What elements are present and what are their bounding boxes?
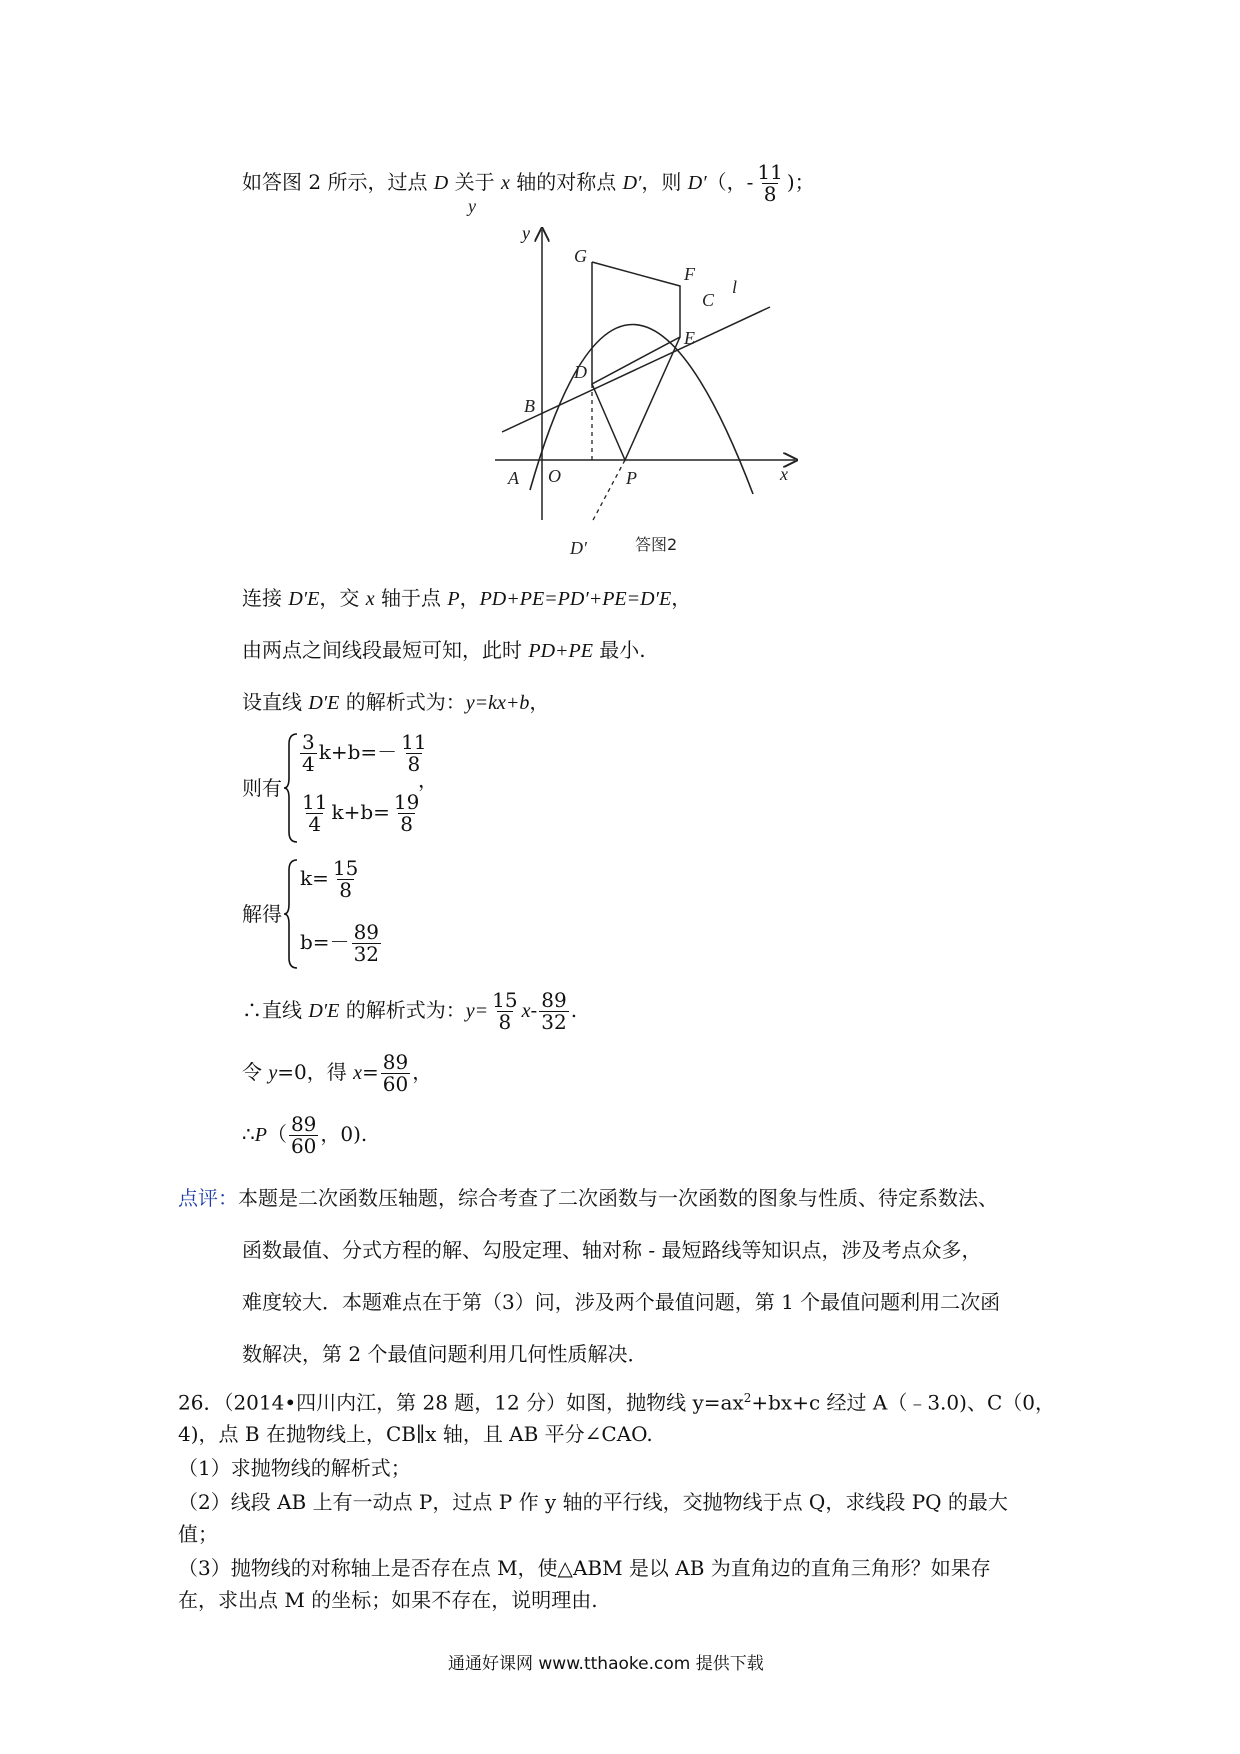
text: . bbox=[570, 998, 578, 1022]
comment-text: 本题是二次函数压轴题，综合考查了二次函数与一次函数的图象与性质、待定系数法、 bbox=[238, 1186, 998, 1210]
denominator: 60 bbox=[290, 1134, 317, 1158]
math: = bbox=[361, 1060, 379, 1084]
math: b=－ bbox=[300, 930, 350, 954]
denominator: 8 bbox=[407, 752, 421, 776]
text: ∴直线 bbox=[242, 998, 309, 1022]
math: D′E bbox=[308, 692, 340, 714]
fraction bbox=[352, 922, 381, 965]
label-b: B bbox=[524, 396, 535, 416]
dashed-p-dp bbox=[592, 460, 625, 522]
numerator: 11 bbox=[757, 160, 783, 184]
fraction bbox=[331, 858, 360, 901]
text: （ bbox=[266, 1122, 287, 1146]
math: - bbox=[530, 998, 538, 1022]
numerator: 89 bbox=[382, 1050, 409, 1074]
text: ∴ bbox=[242, 1122, 255, 1146]
intro-line bbox=[242, 162, 815, 205]
text: ， bbox=[529, 690, 550, 714]
comment-label: 点评： bbox=[178, 1186, 238, 1210]
comment-line-1 bbox=[178, 1188, 998, 1208]
point-label: D bbox=[433, 172, 449, 194]
denominator: 4 bbox=[302, 752, 315, 776]
question-2a: （2）线段 AB 上有一动点 P，过点 P 作 y 轴的平行线，交抛物线于点 Q，求线段 PQ 的最大 bbox=[178, 1490, 1008, 1514]
fraction bbox=[300, 792, 329, 835]
problem-line-1 bbox=[178, 1392, 1055, 1413]
math: PD+PE bbox=[528, 640, 593, 662]
math: y bbox=[268, 1062, 278, 1084]
text: 最小. bbox=[592, 638, 646, 662]
text: ， bbox=[671, 586, 692, 610]
math: PD+PE=PD′+PE=D′E bbox=[479, 588, 672, 610]
text: ， bbox=[412, 1060, 433, 1084]
math: x bbox=[521, 1000, 531, 1022]
sys1-brace bbox=[283, 732, 299, 844]
sys1-row1 bbox=[298, 732, 431, 775]
solution-line-4 bbox=[242, 990, 577, 1033]
text: 轴于点 bbox=[374, 586, 448, 610]
fraction bbox=[289, 1114, 318, 1157]
numerator: 3 bbox=[302, 730, 315, 754]
label-c: C bbox=[702, 290, 715, 310]
intro-text: )； bbox=[786, 170, 815, 194]
numerator: 89 bbox=[541, 988, 567, 1012]
text: 连接 bbox=[242, 586, 289, 610]
intro-text: 轴的对称点 bbox=[509, 170, 623, 194]
intro-text: （，- bbox=[706, 170, 754, 194]
text: 令 bbox=[242, 1060, 269, 1084]
denominator: 8 bbox=[763, 182, 777, 206]
math: x bbox=[365, 588, 375, 610]
denominator: 60 bbox=[382, 1072, 409, 1096]
numerator: 15 bbox=[492, 988, 518, 1012]
denominator: 8 bbox=[400, 812, 413, 836]
text: 由两点之间线段最短可知，此时 bbox=[242, 638, 529, 662]
label-d: D bbox=[574, 362, 587, 382]
denominator: 4 bbox=[308, 812, 322, 836]
label-g: G bbox=[574, 246, 587, 266]
denominator: 32 bbox=[353, 942, 380, 966]
label-p: P bbox=[626, 468, 637, 488]
superscript: 2 bbox=[743, 1391, 752, 1405]
sys1-label: 则有 bbox=[242, 776, 282, 800]
math: y=kx+b bbox=[465, 692, 530, 714]
problem-line-2: 4)，点 B 在抛物线上，CB∥x 轴，且 AB 平分∠CAO. bbox=[178, 1422, 653, 1446]
solution-line-1 bbox=[242, 588, 691, 609]
fraction bbox=[300, 732, 317, 775]
text: ，交 bbox=[319, 586, 366, 610]
point-label: D′ bbox=[622, 172, 642, 194]
text: =0，得 bbox=[277, 1060, 354, 1084]
text: 的解析式为： bbox=[339, 690, 466, 714]
question-3b: 在，求出点 M 的坐标；如果不存在，说明理由. bbox=[178, 1588, 598, 1612]
solution-line-5 bbox=[242, 1052, 432, 1095]
fraction bbox=[490, 990, 519, 1033]
question-2b: 值； bbox=[178, 1522, 218, 1546]
numerator: 89 bbox=[290, 1112, 317, 1136]
fraction bbox=[392, 792, 421, 835]
figure-caption: 答图2 bbox=[635, 535, 678, 554]
intro-text: 如答图 2 所示，过点 bbox=[242, 170, 434, 194]
sys2-row2 bbox=[300, 922, 383, 965]
fraction bbox=[755, 162, 784, 205]
intro-text: 关于 bbox=[448, 170, 501, 194]
math: D′E bbox=[308, 1000, 340, 1022]
math: k+b=－ bbox=[318, 740, 398, 764]
numerator: 15 bbox=[332, 856, 359, 880]
comment-line-2: 函数最值、分式方程的解、勾股定理、轴对称 - 最短路线等知识点，涉及考点众多， bbox=[242, 1238, 982, 1262]
numerator: 11 bbox=[302, 790, 328, 814]
text: ， bbox=[459, 586, 480, 610]
problem-text: +bx+c 经过 A（﹣3.0)、C（0， bbox=[751, 1390, 1055, 1415]
text: 的解析式为： bbox=[339, 998, 466, 1022]
label-y: y bbox=[468, 196, 476, 216]
label-e: E bbox=[684, 328, 695, 348]
question-1: （1）求抛物线的解析式； bbox=[178, 1456, 411, 1480]
sys2-row1 bbox=[300, 858, 362, 901]
text: 设直线 bbox=[242, 690, 309, 714]
numerator: 89 bbox=[353, 920, 380, 944]
fraction bbox=[539, 990, 568, 1033]
denominator: 8 bbox=[339, 878, 352, 902]
point-label: D′ bbox=[687, 172, 707, 194]
math: P bbox=[254, 1124, 267, 1146]
math: D′E bbox=[288, 588, 320, 610]
label-x: x bbox=[780, 464, 788, 484]
denominator: 8 bbox=[498, 1010, 512, 1034]
intro-text: ，则 bbox=[641, 170, 688, 194]
math: P bbox=[447, 588, 460, 610]
label-a: A bbox=[508, 468, 519, 488]
label-o: O bbox=[548, 466, 561, 486]
parabola-curve bbox=[530, 324, 753, 494]
math: k+b= bbox=[331, 800, 390, 824]
page-footer: 通通好课网 www.tthaoke.com 提供下载 bbox=[448, 1654, 764, 1674]
label-f: F bbox=[684, 264, 695, 284]
text: ，0). bbox=[320, 1122, 368, 1146]
solution-line-6 bbox=[242, 1114, 367, 1157]
comment-line-3: 难度较大．本题难点在于第（3）问，涉及两个最值问题，第 1 个最值问题利用二次函 bbox=[242, 1290, 1001, 1314]
y-axis-label: y bbox=[522, 223, 530, 243]
math: x bbox=[353, 1062, 362, 1084]
sys2-brace bbox=[283, 858, 299, 970]
math: y= bbox=[465, 1000, 489, 1022]
math: k= bbox=[300, 866, 329, 890]
problem-text: 26．（2014•四川内江，第 28 题，12 分）如图，抛物线 y=ax bbox=[178, 1390, 744, 1415]
solution-line-3 bbox=[242, 692, 549, 713]
axis-label: x bbox=[500, 172, 510, 194]
comment-line-4: 数解决，第 2 个最值问题利用几何性质解决． bbox=[242, 1342, 648, 1366]
sys2-label: 解得 bbox=[242, 902, 282, 926]
denominator: 32 bbox=[541, 1010, 567, 1034]
label-l: l bbox=[732, 277, 738, 297]
question-3a: （3）抛物线的对称轴上是否存在点 M，使△ABM 是以 AB 为直角边的直角三角形？如果存 bbox=[178, 1556, 991, 1580]
label-dp: D′ bbox=[570, 538, 587, 558]
numerator: 19 bbox=[393, 790, 420, 814]
numerator: 11 bbox=[401, 730, 427, 754]
fraction bbox=[381, 1052, 410, 1095]
sys1-row2 bbox=[298, 792, 423, 835]
solution-line-2 bbox=[242, 640, 646, 661]
sys1-comma: ， bbox=[418, 768, 438, 792]
geometry-figure bbox=[468, 196, 810, 562]
